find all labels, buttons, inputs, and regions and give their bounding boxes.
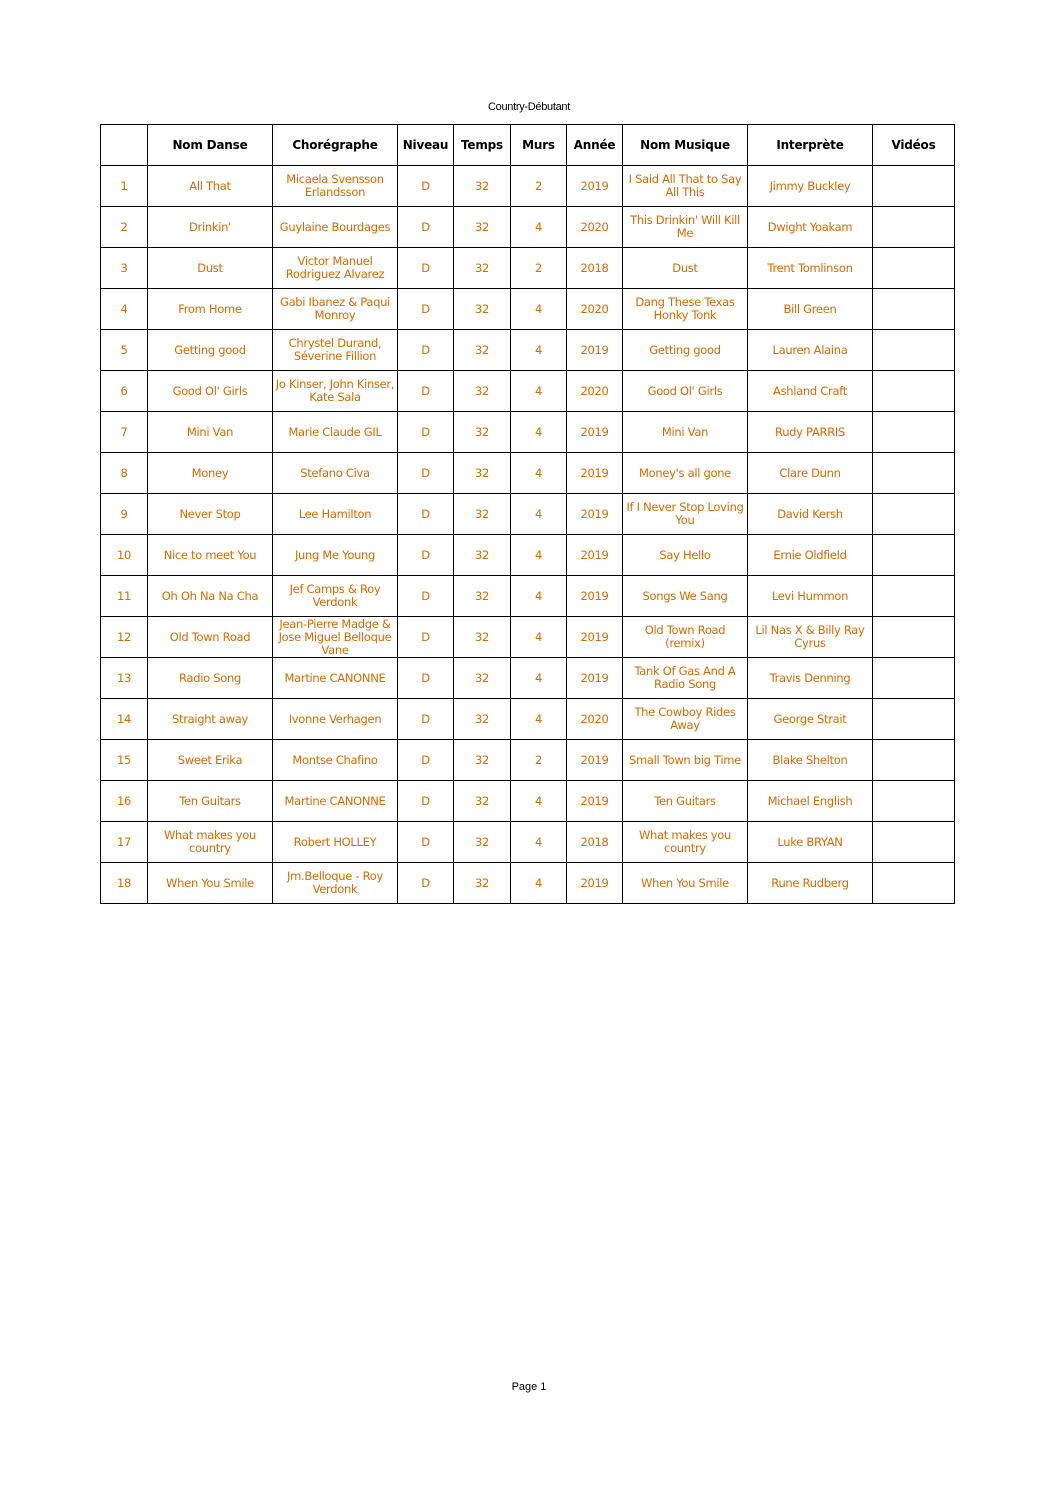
table-row	[101, 371, 955, 412]
cell-music-name: If I Never Stop Loving You	[623, 494, 748, 535]
cell-year: 2019	[567, 453, 623, 494]
cell-level: D	[398, 289, 454, 330]
cell-number: 8	[101, 453, 148, 494]
cell-number: 16	[101, 781, 148, 822]
cell-artist: Lil Nas X & Billy Ray Cyrus	[748, 617, 873, 658]
column-header-walls: Murs	[511, 125, 567, 166]
cell-level: D	[398, 453, 454, 494]
cell-choreographer: Marie Claude GIL	[273, 412, 398, 453]
cell-number: 12	[101, 617, 148, 658]
column-header-videos: Vidéos	[873, 125, 955, 166]
table-row	[101, 289, 955, 330]
cell-walls: 4	[511, 576, 567, 617]
cell-dance-name: Oh Oh Na Na Cha	[148, 576, 273, 617]
cell-counts: 32	[454, 658, 511, 699]
cell-artist: Jimmy Buckley	[748, 166, 873, 207]
cell-number: 10	[101, 535, 148, 576]
cell-walls: 4	[511, 699, 567, 740]
cell-choreographer: Martine CANONNE	[273, 658, 398, 699]
cell-artist: Ashland Craft	[748, 371, 873, 412]
cell-year: 2020	[567, 371, 623, 412]
cell-walls: 4	[511, 494, 567, 535]
cell-year: 2018	[567, 822, 623, 863]
cell-year: 2019	[567, 781, 623, 822]
cell-choreographer: Lee Hamilton	[273, 494, 398, 535]
cell-walls: 4	[511, 207, 567, 248]
column-header-dance-name: Nom Danse	[148, 125, 273, 166]
table-row	[101, 576, 955, 617]
table-row	[101, 863, 955, 904]
column-header-music-name: Nom Musique	[623, 125, 748, 166]
cell-level: D	[398, 740, 454, 781]
cell-level: D	[398, 494, 454, 535]
column-header-choreographer: Chorégraphe	[273, 125, 398, 166]
cell-videos	[873, 863, 955, 904]
cell-level: D	[398, 781, 454, 822]
cell-level: D	[398, 330, 454, 371]
table-row	[101, 781, 955, 822]
cell-videos	[873, 412, 955, 453]
cell-number: 9	[101, 494, 148, 535]
cell-music-name: Dust	[623, 248, 748, 289]
cell-music-name: Mini Van	[623, 412, 748, 453]
cell-dance-name: Nice to meet You	[148, 535, 273, 576]
cell-dance-name: When You Smile	[148, 863, 273, 904]
cell-level: D	[398, 412, 454, 453]
cell-videos	[873, 699, 955, 740]
cell-artist: Trent Tomlinson	[748, 248, 873, 289]
table-row	[101, 822, 955, 863]
cell-walls: 4	[511, 535, 567, 576]
cell-year: 2019	[567, 535, 623, 576]
cell-level: D	[398, 658, 454, 699]
cell-videos	[873, 781, 955, 822]
cell-videos	[873, 248, 955, 289]
cell-number: 2	[101, 207, 148, 248]
column-header-number	[101, 125, 148, 166]
table-row	[101, 330, 955, 371]
cell-counts: 32	[454, 494, 511, 535]
cell-artist: Dwight Yoakam	[748, 207, 873, 248]
cell-videos	[873, 822, 955, 863]
cell-music-name: The Cowboy Rides Away	[623, 699, 748, 740]
cell-dance-name: Getting good	[148, 330, 273, 371]
cell-walls: 4	[511, 822, 567, 863]
cell-dance-name: Money	[148, 453, 273, 494]
cell-artist: Levi Hummon	[748, 576, 873, 617]
cell-number: 18	[101, 863, 148, 904]
column-header-level: Niveau	[398, 125, 454, 166]
cell-music-name: I Said All That to Say All This	[623, 166, 748, 207]
column-header-year: Année	[567, 125, 623, 166]
cell-level: D	[398, 617, 454, 658]
cell-walls: 4	[511, 330, 567, 371]
cell-artist: Ernie Oldfield	[748, 535, 873, 576]
cell-walls: 4	[511, 371, 567, 412]
cell-counts: 32	[454, 453, 511, 494]
cell-videos	[873, 330, 955, 371]
cell-dance-name: Dust	[148, 248, 273, 289]
cell-level: D	[398, 699, 454, 740]
cell-number: 4	[101, 289, 148, 330]
cell-year: 2019	[567, 576, 623, 617]
cell-year: 2019	[567, 617, 623, 658]
cell-music-name: Money's all gone	[623, 453, 748, 494]
cell-number: 6	[101, 371, 148, 412]
cell-walls: 4	[511, 781, 567, 822]
cell-choreographer: Robert HOLLEY	[273, 822, 398, 863]
cell-dance-name: Good Ol' Girls	[148, 371, 273, 412]
cell-walls: 4	[511, 863, 567, 904]
cell-year: 2020	[567, 207, 623, 248]
cell-videos	[873, 207, 955, 248]
cell-year: 2019	[567, 494, 623, 535]
cell-number: 7	[101, 412, 148, 453]
cell-artist: George Strait	[748, 699, 873, 740]
cell-videos	[873, 166, 955, 207]
page-title: Country-Débutant	[487, 101, 571, 113]
cell-walls: 2	[511, 740, 567, 781]
cell-dance-name: Drinkin'	[148, 207, 273, 248]
cell-music-name: Good Ol' Girls	[623, 371, 748, 412]
cell-level: D	[398, 535, 454, 576]
cell-choreographer: Chrystel Durand, Séverine Fillion	[273, 330, 398, 371]
cell-year: 2019	[567, 658, 623, 699]
table-row	[101, 412, 955, 453]
cell-counts: 32	[454, 822, 511, 863]
cell-choreographer: Montse Chafino	[273, 740, 398, 781]
table-row	[101, 658, 955, 699]
cell-year: 2019	[567, 166, 623, 207]
cell-choreographer: Jef Camps & Roy Verdonk	[273, 576, 398, 617]
cell-counts: 32	[454, 412, 511, 453]
cell-dance-name: Straight away	[148, 699, 273, 740]
cell-level: D	[398, 822, 454, 863]
cell-number: 13	[101, 658, 148, 699]
table-row	[101, 617, 955, 658]
cell-dance-name: From Home	[148, 289, 273, 330]
cell-videos	[873, 740, 955, 781]
cell-artist: Lauren Alaina	[748, 330, 873, 371]
cell-year: 2018	[567, 248, 623, 289]
cell-counts: 32	[454, 863, 511, 904]
cell-counts: 32	[454, 699, 511, 740]
cell-counts: 32	[454, 781, 511, 822]
cell-music-name: This Drinkin' Will Kill Me	[623, 207, 748, 248]
cell-videos	[873, 494, 955, 535]
cell-choreographer: Martine CANONNE	[273, 781, 398, 822]
cell-walls: 4	[511, 658, 567, 699]
cell-choreographer: Ivonne Verhagen	[273, 699, 398, 740]
cell-number: 15	[101, 740, 148, 781]
cell-artist: Rune Rudberg	[748, 863, 873, 904]
page-footer: Page 1	[511, 1381, 547, 1393]
cell-artist: Clare Dunn	[748, 453, 873, 494]
cell-counts: 32	[454, 617, 511, 658]
cell-level: D	[398, 576, 454, 617]
cell-walls: 2	[511, 166, 567, 207]
cell-music-name: Say Hello	[623, 535, 748, 576]
table-row	[101, 207, 955, 248]
cell-artist: Travis Denning	[748, 658, 873, 699]
cell-artist: Michael English	[748, 781, 873, 822]
cell-choreographer: Guylaine Bourdages	[273, 207, 398, 248]
cell-artist: Luke BRYAN	[748, 822, 873, 863]
cell-year: 2020	[567, 699, 623, 740]
cell-level: D	[398, 166, 454, 207]
table-body	[101, 166, 955, 904]
cell-counts: 32	[454, 248, 511, 289]
cell-year: 2019	[567, 863, 623, 904]
cell-music-name: What makes you country	[623, 822, 748, 863]
cell-videos	[873, 658, 955, 699]
cell-choreographer: Gabi Ibanez & Paqui Monroy	[273, 289, 398, 330]
cell-counts: 32	[454, 576, 511, 617]
cell-number: 1	[101, 166, 148, 207]
cell-number: 11	[101, 576, 148, 617]
cell-counts: 32	[454, 371, 511, 412]
cell-counts: 32	[454, 330, 511, 371]
cell-music-name: Songs We Sang	[623, 576, 748, 617]
cell-artist: David Kersh	[748, 494, 873, 535]
table-row	[101, 699, 955, 740]
cell-number: 17	[101, 822, 148, 863]
cell-artist: Bill Green	[748, 289, 873, 330]
cell-year: 2019	[567, 412, 623, 453]
cell-videos	[873, 289, 955, 330]
cell-number: 5	[101, 330, 148, 371]
cell-number: 14	[101, 699, 148, 740]
cell-music-name: Ten Guitars	[623, 781, 748, 822]
cell-videos	[873, 535, 955, 576]
cell-videos	[873, 371, 955, 412]
cell-music-name: Tank Of Gas And A Radio Song	[623, 658, 748, 699]
table-row	[101, 248, 955, 289]
cell-walls: 4	[511, 412, 567, 453]
cell-level: D	[398, 207, 454, 248]
dance-table	[100, 124, 955, 904]
table-row	[101, 740, 955, 781]
cell-choreographer: Micaela Svensson Erlandsson	[273, 166, 398, 207]
cell-choreographer: Jean-Pierre Madge & Jose Miguel Belloque Vane	[273, 617, 398, 658]
cell-choreographer: Victor Manuel Rodriguez Alvarez	[273, 248, 398, 289]
column-header-artist: Interprète	[748, 125, 873, 166]
cell-dance-name: All That	[148, 166, 273, 207]
cell-walls: 4	[511, 453, 567, 494]
cell-choreographer: Jm.Belloque - Roy Verdonk	[273, 863, 398, 904]
cell-music-name: Getting good	[623, 330, 748, 371]
cell-dance-name: Ten Guitars	[148, 781, 273, 822]
cell-dance-name: Mini Van	[148, 412, 273, 453]
table-row	[101, 535, 955, 576]
cell-level: D	[398, 371, 454, 412]
cell-level: D	[398, 248, 454, 289]
cell-choreographer: Jung Me Young	[273, 535, 398, 576]
cell-videos	[873, 617, 955, 658]
cell-artist: Blake Shelton	[748, 740, 873, 781]
cell-videos	[873, 576, 955, 617]
cell-dance-name: Sweet Erika	[148, 740, 273, 781]
cell-walls: 2	[511, 248, 567, 289]
column-header-counts: Temps	[454, 125, 511, 166]
cell-music-name: When You Smile	[623, 863, 748, 904]
cell-music-name: Small Town big Time	[623, 740, 748, 781]
cell-dance-name: Old Town Road	[148, 617, 273, 658]
cell-dance-name: Never Stop	[148, 494, 273, 535]
cell-choreographer: Stefano Civa	[273, 453, 398, 494]
cell-year: 2019	[567, 330, 623, 371]
cell-counts: 32	[454, 166, 511, 207]
table-row	[101, 166, 955, 207]
cell-walls: 4	[511, 617, 567, 658]
cell-dance-name: Radio Song	[148, 658, 273, 699]
table-row	[101, 453, 955, 494]
cell-number: 3	[101, 248, 148, 289]
cell-counts: 32	[454, 740, 511, 781]
cell-choreographer: Jo Kinser, John Kinser, Kate Sala	[273, 371, 398, 412]
cell-counts: 32	[454, 207, 511, 248]
cell-year: 2020	[567, 289, 623, 330]
cell-music-name: Old Town Road (remix)	[623, 617, 748, 658]
cell-year: 2019	[567, 740, 623, 781]
cell-dance-name: What makes you country	[148, 822, 273, 863]
cell-level: D	[398, 863, 454, 904]
cell-music-name: Dang These Texas Honky Tonk	[623, 289, 748, 330]
cell-counts: 32	[454, 289, 511, 330]
cell-counts: 32	[454, 535, 511, 576]
cell-walls: 4	[511, 289, 567, 330]
table-header-row	[101, 125, 955, 166]
table-row	[101, 494, 955, 535]
cell-artist: Rudy PARRIS	[748, 412, 873, 453]
cell-videos	[873, 453, 955, 494]
